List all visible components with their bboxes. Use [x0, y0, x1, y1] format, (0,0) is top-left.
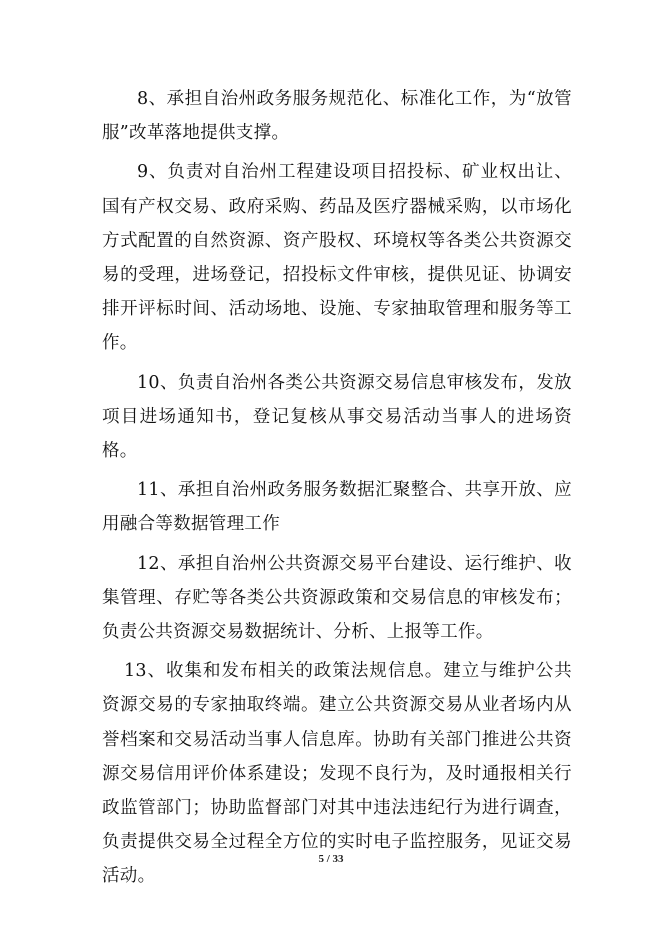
paragraph-item-12: 12、承担自治州公共资源交易平台建设、运行维护、收集管理、存贮等各类公共资源政策和交易信息的审核发布；负责公共资源交易数据统计、分析、上报等工作。	[102, 553, 572, 643]
paragraph-item-8: 8、承担自治州政务服务规范化、标准化工作，为“放管服”改革落地提供支撑。	[102, 89, 572, 144]
paragraph-item-13: 13、收集和发布相关的政策法规信息。建立与维护公共资源交易的专家抽取终端。建立公共资源交易从业者场内从誉档案和交易活动当事人信息库。协助有关部门推进公共资源交易信用评价体系建设；发现不良行为，及时通报相关行政监管部门；协助监督部门对其中违法违纪行为进行调查，负责提供交易全过程全方位的实时电子监控服务，见证交易活动。	[102, 661, 572, 887]
page-number: 5 / 33	[318, 853, 344, 865]
document-body	[102, 82, 572, 899]
paragraph-item-11: 11、承担自治州政务服务数据汇聚整合、共享开放、应用融合等数据管理工作	[102, 480, 572, 535]
paragraph-item-9: 9、负责对自治州工程建设项目招投标、矿业权出让、国有产权交易、政府采购、药品及医疗器械采购，以市场化方式配置的自然资源、资产股权、环境权等各类公共资源交易的受理，进场登记，招投标文件审核，提供见证、协调安排开评标时间、活动场地、设施、专家抽取管理和服务等工作。	[102, 162, 572, 354]
paragraph-item-10: 10、负责自治州各类公共资源交易信息审核发布，发放项目进场通知书，登记复核从事交易活动当事人的进场资格。	[102, 372, 572, 462]
